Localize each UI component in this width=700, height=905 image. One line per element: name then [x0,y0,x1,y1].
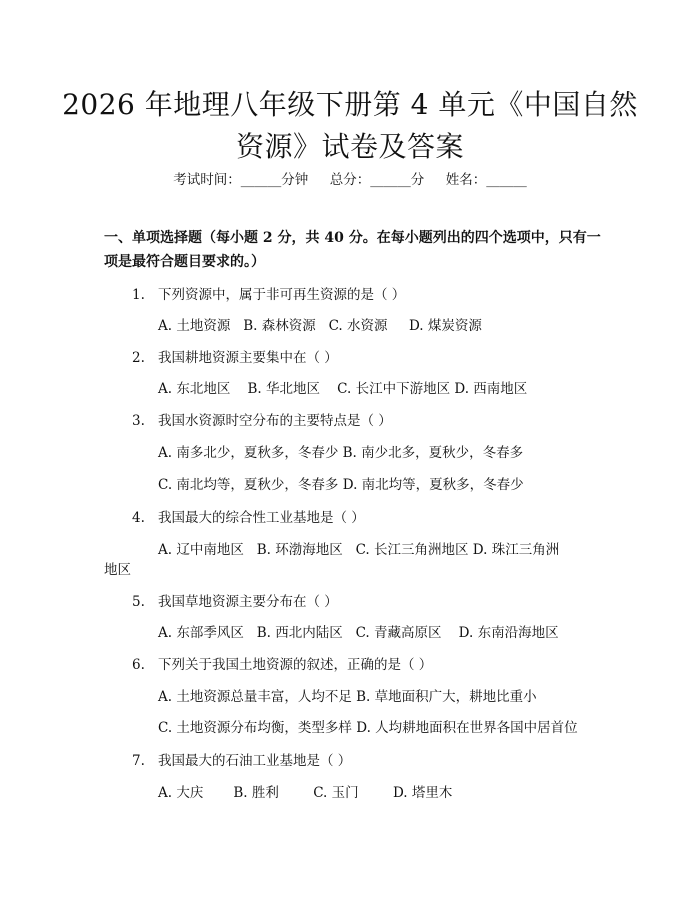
question-number: 5. [132,594,145,610]
question-3-options-row-2: C. 南北均等，夏秋少，冬春多 D. 南北均等，夏秋多，冬春少 [158,477,524,493]
question-number: 2. [132,350,145,366]
question-stem: 我国草地资源主要分布在（ ） [158,594,338,610]
exam-meta-line: 考试时间：______分钟 总分：______分 姓名：______ [173,172,527,188]
question-stem: 下列关于我国土地资源的叙述，正确的是（ ） [158,657,433,673]
question-6-options-row-1: A. 土地资源总量丰富，人均不足 B. 草地面积广大，耕地比重小 [158,689,537,705]
question-stem: 下列资源中，属于非可再生资源的是（ ） [158,287,406,303]
question-4 [132,506,365,526]
question-5 [132,590,338,610]
question-number: 4. [132,510,145,526]
question-6-options-row-2: C. 土地资源分布均衡，类型多样 D. 人均耕地面积在世界各国中居首位 [158,720,578,736]
question-3 [132,409,392,429]
question-7-options: A. 大庆 B. 胜利 C. 玉门 D. 塔里木 [158,785,453,801]
question-5-options: A. 东部季风区 B. 西北内陆区 C. 青藏高原区 D. 东南沿海地区 [158,625,559,641]
page-title [0,84,700,168]
section-heading: 一、单项选择题（每小题 2 分，共 40 分。在每小题列出的四个选项中，只有一项是最符合题目要求的。） [104,230,601,270]
question-2 [132,346,338,366]
question-4-options-wrap: 地区 [104,562,131,578]
title-line-2: 资源》试卷及答案 [235,130,464,163]
question-6 [132,653,432,673]
question-stem: 我国最大的综合性工业基地是（ ） [158,510,365,526]
question-number: 1. [132,287,145,303]
question-stem: 我国耕地资源主要集中在（ ） [158,350,338,366]
question-stem: 我国水资源时空分布的主要特点是（ ） [158,413,392,429]
question-1 [132,283,405,303]
question-3-options-row-1: A. 南多北少，夏秋多，冬春少 B. 南少北多，夏秋少，冬春多 [158,445,524,461]
question-number: 6. [132,657,145,673]
title-line-1: 2026 年地理八年级下册第 4 单元《中国自然 [62,88,638,121]
question-number: 7. [132,753,145,769]
question-number: 3. [132,413,145,429]
question-2-options: A. 东北地区 B. 华北地区 C. 长江中下游地区 D. 西南地区 [158,381,528,397]
question-4-options: A. 辽中南地区 B. 环渤海地区 C. 长江三角洲地区 D. 珠江三角洲 [158,542,560,558]
question-7 [132,749,351,769]
question-1-options: A. 土地资源 B. 森林资源 C. 水资源 D. 煤炭资源 [158,318,482,334]
question-stem: 我国最大的石油工业基地是（ ） [158,753,352,769]
